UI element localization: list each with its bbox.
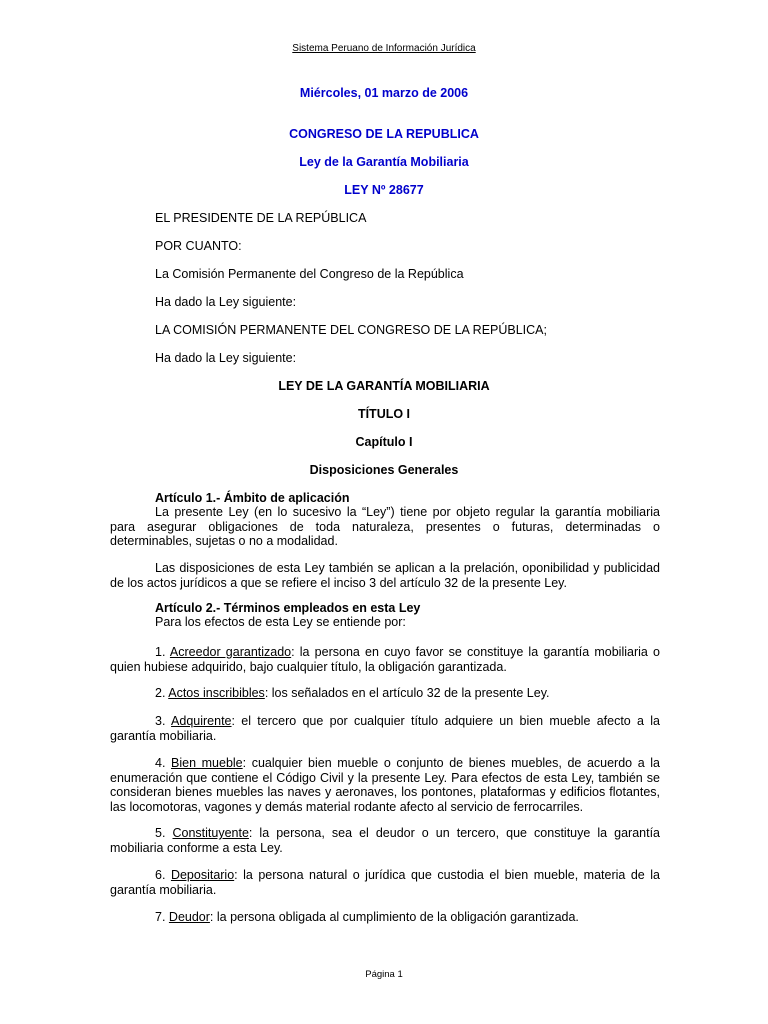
text-line: Ha dado la Ley siguiente: — [155, 351, 297, 365]
definition-item — [110, 826, 660, 855]
definition-text: : cualquier bien mueble o conjunto de bienes muebles, de acuerdo a la enumeración que contiene el Código Civil y la presente Ley. Para efectos de esta Ley, también se consideran bienes muebles las naves y aeronaves, los pontones, plataformas y edificios flotantes, las locomotoras, vagones y demás material rodante afecto al servicio de ferrocarriles. — [110, 756, 660, 814]
definition-text: : los señalados en el artículo 32 de la presente Ley. — [264, 686, 550, 700]
definition-item — [110, 910, 660, 925]
paragraph-text: Para los efectos de esta Ley se entiende por: — [155, 615, 406, 629]
publication-date: Miércoles, 01 marzo de 2006 — [299, 86, 469, 100]
law-number: LEY Nº 28677 — [344, 183, 424, 197]
text-line: LA COMISIÓN PERMANENTE DEL CONGRESO DE LA REPÚBLICA; — [155, 323, 547, 337]
item-number: 1. — [155, 645, 166, 659]
defined-term: Acreedor garantizado — [169, 645, 292, 659]
item-number: 5. — [155, 826, 166, 840]
defined-term: Depositario — [170, 868, 235, 882]
paragraph-text: Las disposiciones de esta Ley también se aplican a la prelación, oponibilidad y publicidad de los actos jurídicos a que se refiere el inciso 3 del artículo 32 de la presente Ley. — [110, 561, 660, 590]
definition-item — [110, 686, 660, 701]
item-number: 6. — [155, 868, 166, 882]
item-number: 7. — [155, 910, 166, 924]
section-heading: Disposiciones Generales — [309, 463, 459, 477]
law-name: Ley de la Garantía Mobiliaria — [299, 155, 469, 169]
titulo-heading: TÍTULO I — [357, 407, 411, 421]
article-1-paragraph-2 — [110, 561, 660, 590]
defined-term: Constituyente — [172, 826, 249, 840]
item-number: 4. — [155, 756, 166, 770]
congress-title: CONGRESO DE LA REPUBLICA — [289, 127, 479, 141]
capitulo-heading: Capítulo I — [355, 435, 413, 449]
defined-term: Actos inscribibles — [168, 686, 265, 700]
definition-item — [110, 756, 660, 814]
page-number: Página 1 — [365, 969, 403, 980]
definition-item — [110, 645, 660, 674]
article-1-title: Artículo 1.- Ámbito de aplicación — [155, 491, 350, 505]
article-2-intro — [110, 615, 660, 630]
text-line: La Comisión Permanente del Congreso de la República — [155, 267, 464, 281]
definition-text: : la persona obligada al cumplimiento de la obligación garantizada. — [209, 910, 579, 924]
definition-text: : el tercero que por cualquier título adquiere un bien mueble afecto a la garantía mobiliaria. — [110, 714, 660, 743]
defined-term: Deudor — [168, 910, 210, 924]
definition-text: : la persona en cuyo favor se constituye la garantía mobiliaria o quien hubiese adquirido, bajo cualquier título, la obligación garantizada. — [110, 645, 660, 674]
item-number: 2. — [155, 686, 166, 700]
page-header: Sistema Peruano de Información Jurídica — [292, 43, 476, 54]
text-line: POR CUANTO: — [155, 239, 242, 253]
defined-term: Bien mueble — [171, 756, 243, 770]
item-number: 3. — [155, 714, 166, 728]
text-line: Ha dado la Ley siguiente: — [155, 295, 297, 309]
text-line: EL PRESIDENTE DE LA REPÚBLICA — [155, 211, 367, 225]
article-2-title: Artículo 2.- Términos empleados en esta Ley — [155, 601, 421, 615]
paragraph-text: La presente Ley (en lo sucesivo la “Ley”) tiene por objeto regular la garantía mobiliaria para asegurar obligaciones de toda naturaleza, presentes o futuras, determinadas o determinables, sujetas o no a modalidad. — [110, 505, 660, 548]
defined-term: Adquirente — [171, 714, 232, 728]
definition-item — [110, 714, 660, 743]
definition-item — [110, 868, 660, 897]
article-1-paragraph-1 — [110, 505, 660, 549]
law-title-heading: LEY DE LA GARANTÍA MOBILIARIA — [278, 379, 490, 393]
definition-text: : la persona, sea el deudor o un tercero, que constituye la garantía mobiliaria conforme a esta Ley. — [110, 826, 660, 855]
definition-text: : la persona natural o jurídica que custodia el bien mueble, materia de la garantía mobiliaria. — [110, 868, 660, 897]
